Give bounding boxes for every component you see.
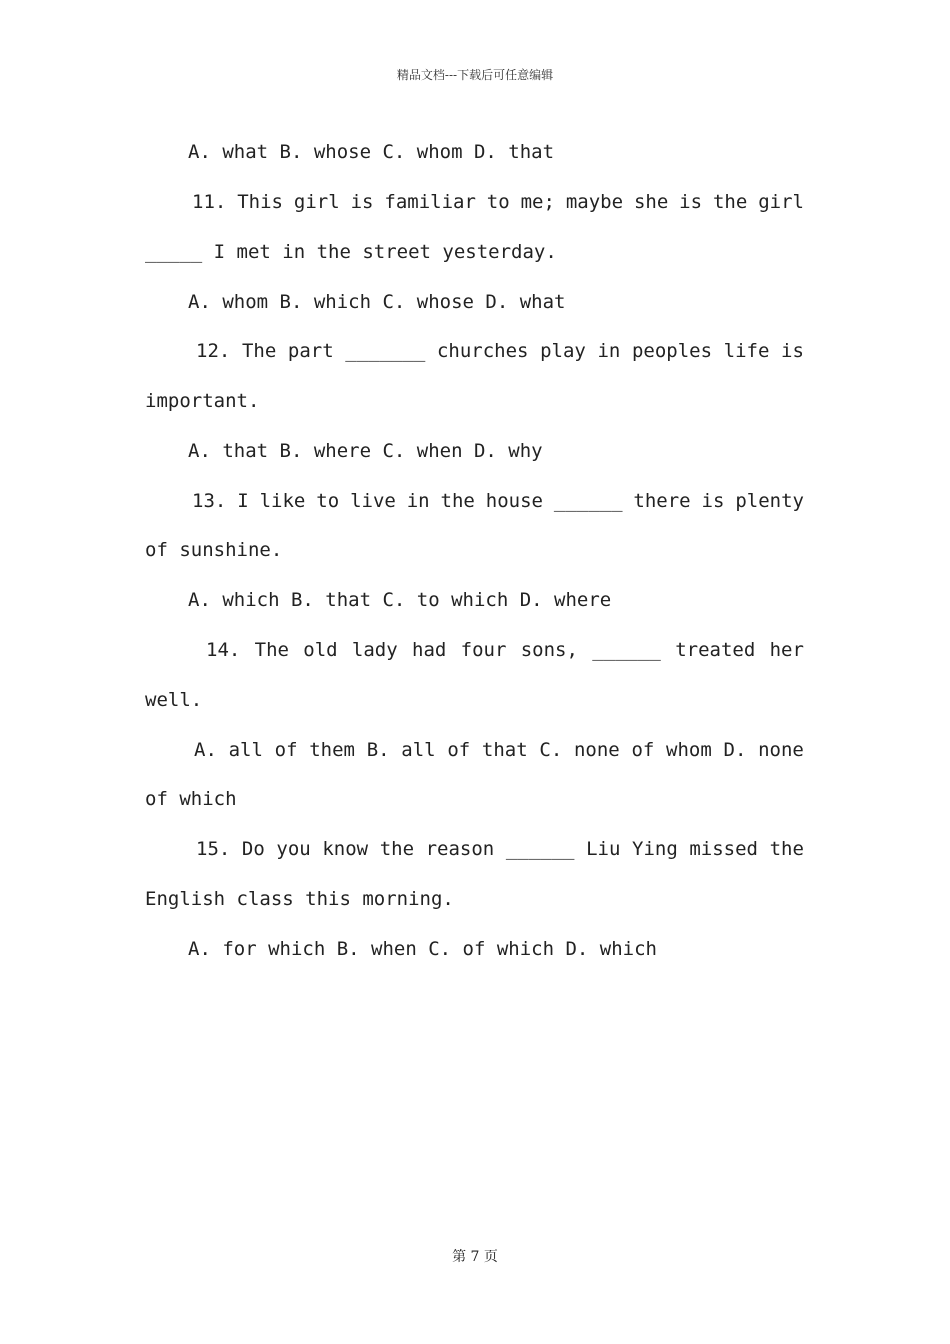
question-12-line-1 [196,339,804,363]
word: reason [425,838,495,860]
word: lady [351,639,398,661]
word: none [758,739,804,761]
word: 15. [196,838,231,860]
word: girl [293,191,340,213]
word: four [460,639,507,661]
word: The [254,639,289,661]
answer-options-15: A. for which B. when C. of which D. which [188,938,657,960]
word: This [237,191,283,213]
word: I [237,490,249,512]
word: Ying [632,838,678,860]
word: like [259,490,306,512]
word: live [350,490,396,512]
word: me; [520,191,555,213]
word: plenty [735,490,804,512]
word: 11. [192,191,227,213]
question-11-line-2: _____ I met in the street yesterday. [145,241,557,263]
word: part [287,340,334,362]
answer-options-14-line-1 [194,738,804,762]
word: is [679,191,703,213]
word: that [481,739,528,761]
word: maybe [565,191,624,213]
word: familiar [384,191,476,213]
word: whom [666,739,712,761]
word: is [701,490,725,512]
word: of [274,739,298,761]
word: ______ [553,490,623,512]
question-15-line-2: English class this morning. [145,888,454,910]
word: all [228,739,263,761]
word: the [440,490,475,512]
word: to [316,490,340,512]
answer-options-14-line-2: of which [145,788,237,810]
question-14-line-2: well. [145,689,203,711]
word: 13. [192,490,227,512]
word: in [597,340,621,362]
word: know [322,838,369,860]
question-11-line-1 [192,190,804,214]
word: the [712,191,748,213]
word: _______ [345,340,426,362]
word: the [769,838,804,860]
word: A. [194,739,217,761]
word: peoples [631,340,713,362]
word: Do [241,838,265,860]
word: in [406,490,430,512]
word: sons, [520,639,578,661]
word: is [781,340,804,362]
word: of [447,739,471,761]
question-15-line-1 [196,837,804,861]
word: is [350,191,374,213]
word: play [540,340,586,362]
word: of [631,739,655,761]
word: the [379,838,415,860]
answer-options-12: A. that B. where C. when D. why [188,440,543,462]
word: she [633,191,669,213]
question-13-line-2: of sunshine. [145,539,283,561]
word: ______ [505,838,575,860]
question-14-line-1 [206,638,804,662]
page-header: 精品文档---下载后可任意编辑 [396,68,554,82]
word: missed [689,838,758,860]
word: old [303,639,338,661]
answer-options-13: A. which B. that C. to which D. where [188,589,612,611]
word: had [412,639,447,661]
word: D. [723,739,747,761]
word: her [769,639,804,661]
word: The [241,340,277,362]
word: you [276,838,311,860]
word: to [486,191,510,213]
word: treated [675,639,756,661]
question-13-line-1 [192,489,804,513]
word: C. [539,739,563,761]
answer-options-11: A. whom B. which C. whose D. what [188,291,566,313]
question-12-line-2: important. [145,390,260,412]
page-footer: 第 7 页 [452,1249,498,1265]
word: them [309,739,355,761]
word: all [401,739,436,761]
word: none [573,739,620,761]
word: B. [366,739,390,761]
word: 14. [206,639,241,661]
word: life [723,340,770,362]
word: 12. [196,340,231,362]
word: Liu [586,838,621,860]
word: girl [758,191,804,213]
answer-options-10: A. what B. whose C. whom D. that [188,141,555,163]
word: there [633,490,691,512]
word: ______ [592,639,661,661]
word: churches [436,340,529,362]
word: house [485,490,543,512]
